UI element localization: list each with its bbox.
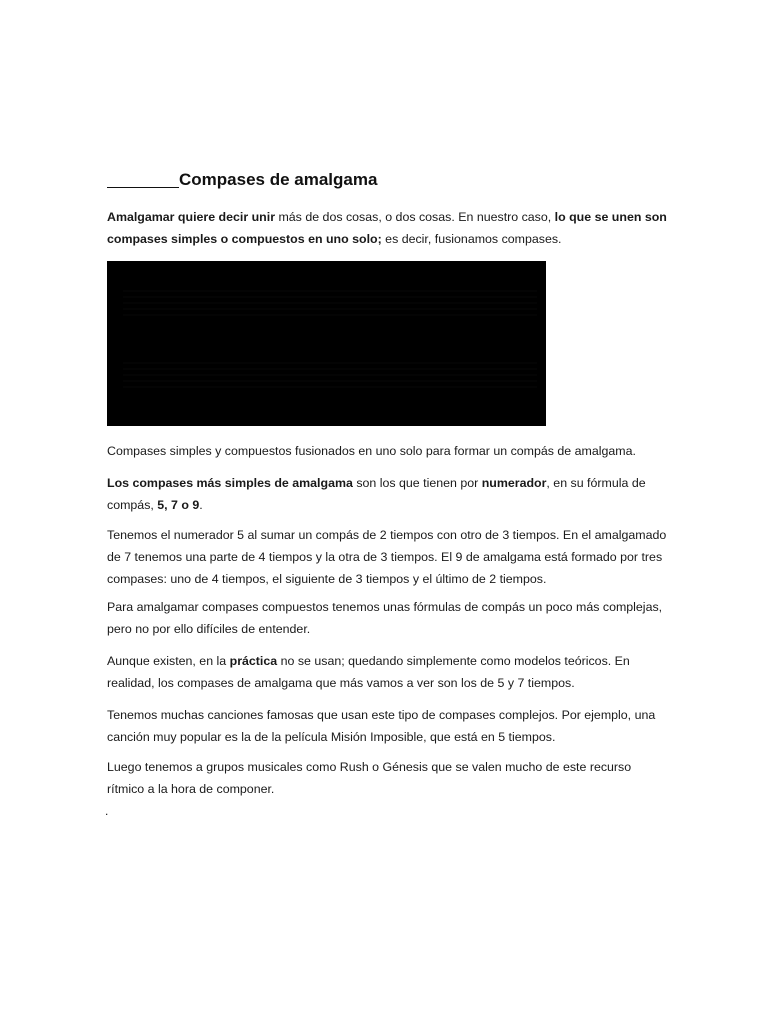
intro-paragraph [107,206,667,250]
practice-paragraph [107,650,667,694]
practice-text-1: Aunque existen, en la [107,654,230,668]
practice-bold-1: práctica [229,654,278,668]
numerator-paragraph: Tenemos el numerador 5 al sumar un compás de 2 tiempos con otro de 3 tiempos. En el amalgamado de 7 tenemos una parte de 4 tiempos y la otra de 3 tiempos. El 9 de amalgama está formado por tres compases: uno de 4 tiempos, el siguiente de 3 tiempos y el último de 2 tiempos. [107,528,667,586]
intro-bold-1: Amalgamar quiere decir unir [107,210,276,224]
intro-bold-2: lo que se unen son compases simples o compuestos en uno solo; [107,210,667,246]
simplest-bold-2: numerador [481,476,547,490]
intro-text-2: es decir, fusionamos compases. [381,232,562,246]
simplest-paragraph [107,472,667,516]
title-row [107,170,407,194]
simplest-text-2: , en su fórmula de compás, [107,476,646,512]
songs-paragraph: Tenemos muchas canciones famosas que usan este tipo de compases complejos. Por ejemplo, una canción muy popular es la de la película Misión Imposible, que está en 5 tiempos. [107,708,656,744]
practice-text-2: no se usan; quedando simplemente como modelos teóricos. En realidad, los compases de amalgama que más vamos a ver son los de 5 y 7 tiempos. [107,654,630,690]
simplest-bold-3: 5, 7 o 9 [157,498,200,512]
caption-paragraph: Compases simples y compuestos fusionados en uno solo para formar un compás de amalgama. [107,444,636,458]
simplest-bold-1: Los compases más simples de amalgama [107,476,353,490]
simplest-text-1: son los que tienen por [352,476,482,490]
groups-paragraph: Luego tenemos a grupos musicales como Rush o Génesis que se valen mucho de este recurso rítmico a la hora de componer. [107,760,632,796]
title-underline [107,187,179,188]
intro-text-1: más de dos cosas, o dos cosas. En nuestro caso, [275,210,555,224]
compound-paragraph: Para amalgamar compases compuestos tenemos unas fórmulas de compás un poco más complejas, pero no por ello difíciles de entender. [107,600,663,636]
trailing-dot: . [105,804,109,818]
simplest-text-3: . [199,498,203,512]
page-title: Compases de amalgama [179,170,378,189]
music-notation-image [107,261,546,426]
music-notation-figure [107,261,546,426]
